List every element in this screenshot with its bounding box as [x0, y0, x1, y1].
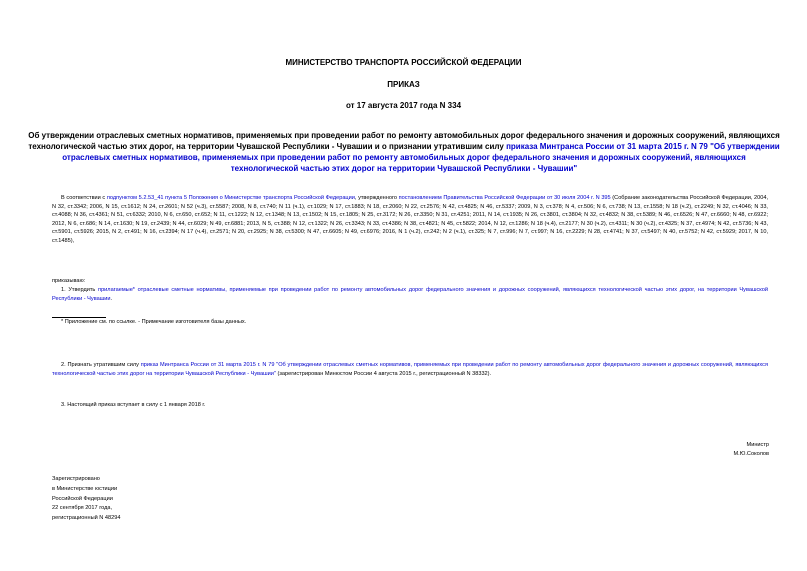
doc-date-number: от 17 августа 2017 года N 334 [345, 101, 462, 110]
signature-position: Министр [746, 442, 769, 448]
registration-line-5: регистрационный N 48294 [52, 515, 121, 522]
signature-block [734, 441, 769, 459]
signature-name: М.Ю.Соколов [733, 451, 769, 457]
preamble-text-2: , утвержденного [354, 195, 399, 201]
item-2 [52, 361, 768, 378]
footnote: * Приложение см. по ссылке. - Примечание изготовителя базы данных. [61, 319, 247, 325]
registration-block [52, 475, 120, 524]
title-text: Об утверждении отраслевых сметных нормативов, применяемых при проведении работ по ремонту автомобильных дорог федерального значения и дорожных сооружений, являющихся технологической частью этих дорог, на территории Чувашской Республики - Чувашии и о признании утратившим силу [28, 131, 780, 151]
item-1 [52, 286, 768, 303]
item-1-text: 1. Утвердить [61, 287, 99, 293]
item-1-link[interactable]: прилагаемые* отраслевые сметные нормативы, применяемые при проведении работ по ремонту автомобильных дорог федерального значения и дорожных сооружений, являющихся технологической частью этих дорог, на территории Чувашской Республики - Чувашии [52, 287, 768, 302]
title-link[interactable]: приказа Минтранса России от 31 марта 2015 г. N 79 "Об утверждении отраслевых сметных нормативов, применяемых при проведении работ по ремонту автомобильных дорог федерального значения и дорожных сооружений, являющихся технологической частью этих дорог на территории Чувашской Республики - Чувашии" [62, 142, 780, 173]
document-title [28, 130, 780, 174]
preamble-text-1: В соответствии с [61, 195, 107, 201]
item-3: 3. Настоящий приказ вступает в силу с 1 января 2018 г. [61, 402, 206, 408]
item-2-end: (зарегистрирован Минюстом России 4 августа 2015 г., регистрационный N 38332). [275, 370, 492, 377]
preamble-paragraph [52, 194, 768, 246]
registration-line-3: Российской Федерации [52, 495, 113, 502]
registration-line-4: 22 сентября 2017 года, [52, 505, 113, 512]
preamble-link-regulation[interactable]: подпунктом 5.2.53_41 пункта 5 Положения о Министерстве транспорта Российской Федерации [106, 195, 355, 201]
ministry-heading: МИНИСТЕРСТВО ТРАНСПОРТА РОССИЙСКОЙ ФЕДЕРАЦИИ [285, 58, 522, 67]
preamble-text-3: (Собрание законодательства Российской Федерации, 2004, N 32, ст.3342; 2006, N 15, ст.1612; N 24, ст.2601; N 52 (ч.3), ст.5587; 2008, N 8, ст.740; N 11 (ч.1), ст.1029; N 17, ст.1883; N 18, ст.2060; N 22, ст.2576; N 42, ст.4825; N 46, ст.5337; 2009, N 3, ст.378; N 4, ст.506; N 6, ст.738; N 13, ст.1558; N 18 (ч.2), ст.2249; N 32, ст.4046; N 33, ст.4088; N 36, ст.4361; N 51, ст.6332; 2010, N 6, ст.650, ст.652; N 11, ст.1222; N 12, ст.1348; N 13, ст.1502; N 15, ст.1805; N 25, ст.3172; N 26, ст.3350; N 31, ст.4251; 2011, N 14, ст.1935; N 26, ст.3801, ст.3804; N 32, ст.4832; N 38, ст.5389; N 46, ст.6526; N 47, ст.6660; N 48, ст.6922; 2012, N 6, ст.686; N 14, ст.1630; N 19, ст.2439; N 44, ст.6029; N 49, ст.6881; 2013, N 5, ст.388; N 12, ст.1322; N 26, ст.3343; N 33, ст.4386; N 38, ст.4821; N 45, ст.5822; 2014, N 12, ст.1286; N 18 (ч.4), ст.2177; N 30 (ч.2), ст.4311; N 30 (ч.2), ст.4325; N 37, ст.4974; N 42, ст.5736; N 43, ст.5901, ст.5926; 2015, N 2, ст.491; N 16, ст.2394; N 17 (ч.4), ст.2571; N 20, ст.2925; N 38, ст.5300; N 47, ст.6605; N 49, ст.6976; 2016, N 1 (ч.2), ст.242; N 2 (ч.1), ст.325; N 7, ст.996; N 7, ст.997; N 16, ст.2229; N 28, ст.4741; N 37, ст.5497; N 40, ст.5752; N 42, ст.5929; 2017, N 10, ст.1485), [52, 195, 768, 244]
preamble-link-resolution[interactable]: постановлением Правительства Российской Федерации от 30 июля 2004 г. N 395 [398, 195, 611, 201]
doc-type-heading: ПРИКАЗ [387, 80, 420, 89]
item-2-link[interactable]: приказ Минтранса России от 31 марта 2015 г. N 79 "Об утверждении отраслевых сметных нормативов, применяемых при проведении работ по ремонту автомобильных дорог федерального значения и дорожных сооружений, являющихся технологической частью этих дорог на территории Чувашской Республики - Чувашии" [52, 362, 768, 377]
order-word: приказываю: [52, 278, 86, 284]
item-1-end: . [110, 295, 113, 302]
item-2-text: 2. Признать утратившим силу [61, 362, 141, 368]
registration-line-2: в Министерстве юстиции [52, 485, 118, 492]
registration-line-1: Зарегистрировано [52, 476, 100, 482]
